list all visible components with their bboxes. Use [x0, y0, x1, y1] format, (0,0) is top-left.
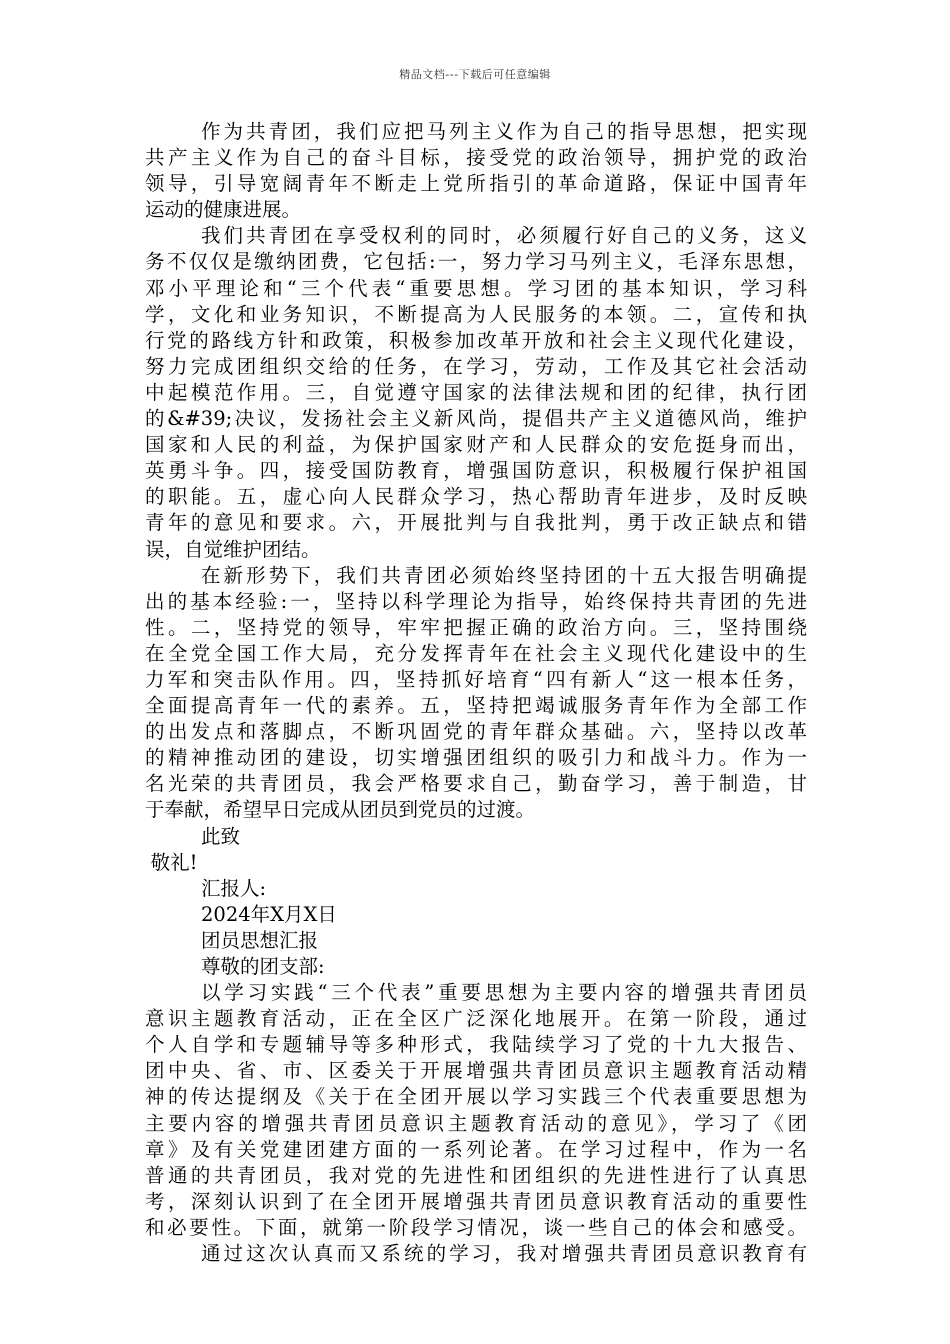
text-line: 考，深刻认识到了在全团开展增强共青团员意识教育活动的重要性	[145, 1189, 807, 1213]
text-line: 普通的共青团员，我对党的先进性和团组织的先进性进行了认真思	[145, 1163, 807, 1187]
text-line: 的出发点和落脚点，不断巩固党的青年群众基础。六，坚持以改革	[145, 720, 807, 744]
text-line: 运动的健康进展。	[145, 198, 302, 222]
text-line: 章》及有关党建团建方面的一系列论著。在学习过程中，作为一名	[145, 1137, 807, 1161]
text-line: 主要内容的增强共青团员意识主题教育活动的意见》，学习了《团	[145, 1111, 807, 1135]
text-line: 英勇斗争。四，接受国防教育，增强国防意识，积极履行保护祖国	[145, 459, 807, 483]
text-line: 作为共青团，我们应把马列主义作为自己的指导思想，把实现	[201, 120, 807, 143]
text-line: 敬礼!	[150, 850, 198, 874]
text-line: 以学习实践“三个代表”重要思想为主要内容的增强共青团员	[201, 981, 807, 1005]
document-body	[145, 119, 807, 1267]
text-line: 在全党全国工作大局，充分发挥青年在社会主义现代化建设中的生	[145, 641, 807, 665]
text-line: 于奉献，希望早日完成从团员到党员的过渡。	[145, 798, 536, 822]
text-line: 个人自学和专题辅导等多种形式，我陆续学习了党的十九大报告、	[145, 1033, 807, 1057]
text-line: 汇报人:	[201, 876, 267, 900]
text-line: 此致	[201, 824, 241, 848]
text-line: 努力完成团组织交给的任务，在学习，劳动，工作及其它社会活动	[145, 354, 807, 378]
text-line: 的&#39;决议，发扬社会主义新风尚，提倡共产主义道德风尚，维护	[145, 407, 807, 431]
text-line: 名光荣的共青团员，我会严格要求自己，勤奋学习，善于制造，甘	[145, 772, 807, 796]
text-line: 学，文化和业务知识，不断提高为人民服务的本领。二，宣传和执	[145, 302, 807, 326]
text-line: 团中央、省、市、区委关于开展增强共青团员意识主题教育活动精	[145, 1059, 807, 1083]
text-line: 性。二，坚持党的领导，牢牢把握正确的政治方向。三，坚持围绕	[145, 615, 807, 639]
text-line: 国家和人民的利益，为保护国家财产和人民群众的安危挺身而出，	[145, 433, 807, 457]
text-line: 的职能。五，虚心向人民群众学习，热心帮助青年进步，及时反映	[145, 485, 807, 509]
page-header: 精品文档---下载后可任意编辑	[399, 68, 551, 81]
text-line: 团员思想汇报	[201, 928, 319, 952]
text-line: 邓小平理论和“三个代表“重要思想。学习团的基本知识，学习科	[145, 276, 807, 300]
text-line: 通过这次认真而又系统的学习，我对增强共青团员意识教育有	[201, 1242, 807, 1266]
text-line: 尊敬的团支部:	[201, 955, 325, 978]
text-line: 共产主义作为自己的奋斗目标，接受党的政治领导，拥护党的政治	[145, 146, 807, 170]
text-line: 意识主题教育活动，正在全区广泛深化地展开。在第一阶段，通过	[145, 1007, 807, 1031]
text-line: 全面提高青年一代的素养。五，坚持把竭诚服务青年作为全部工作	[145, 694, 807, 718]
text-line: 行党的路线方针和政策，积极参加改革开放和社会主义现代化建设，	[145, 328, 807, 352]
text-line: 在新形势下，我们共青团必须始终坚持团的十五大报告明确提	[201, 563, 807, 587]
text-line: 2024年X月X日	[201, 902, 337, 926]
text-line: 中起模范作用。三，自觉遵守国家的法律法规和团的纪律，执行团	[145, 380, 807, 404]
text-line: 和必要性。下面，就第一阶段学习情况，谈一些自己的体会和感受。	[145, 1215, 807, 1239]
text-line: 误，自觉维护团结。	[145, 537, 321, 561]
text-line: 务不仅仅是缴纳团费，它包括:一，努力学习马列主义，毛泽东思想，	[145, 250, 807, 274]
text-line: 领导，引导宽阔青年不断走上党所指引的革命道路，保证中国青年	[145, 172, 807, 196]
text-line: 青年的意见和要求。六，开展批判与自我批判，勇于改正缺点和错	[145, 511, 807, 535]
text-line: 的精神推动团的建设，切实增强团组织的吸引力和战斗力。作为一	[145, 746, 807, 770]
text-line: 神的传达提纲及《关于在全团开展以学习实践三个代表重要思想为	[145, 1085, 807, 1109]
text-line: 我们共青团在享受权利的同时，必须履行好自己的义务，这义	[201, 224, 807, 248]
text-line: 出的基本经验:一，坚持以科学理论为指导，始终保持共青团的先进	[145, 589, 807, 613]
text-line: 力军和突击队作用。四，坚持抓好培育“四有新人“这一根本任务，	[145, 667, 807, 691]
